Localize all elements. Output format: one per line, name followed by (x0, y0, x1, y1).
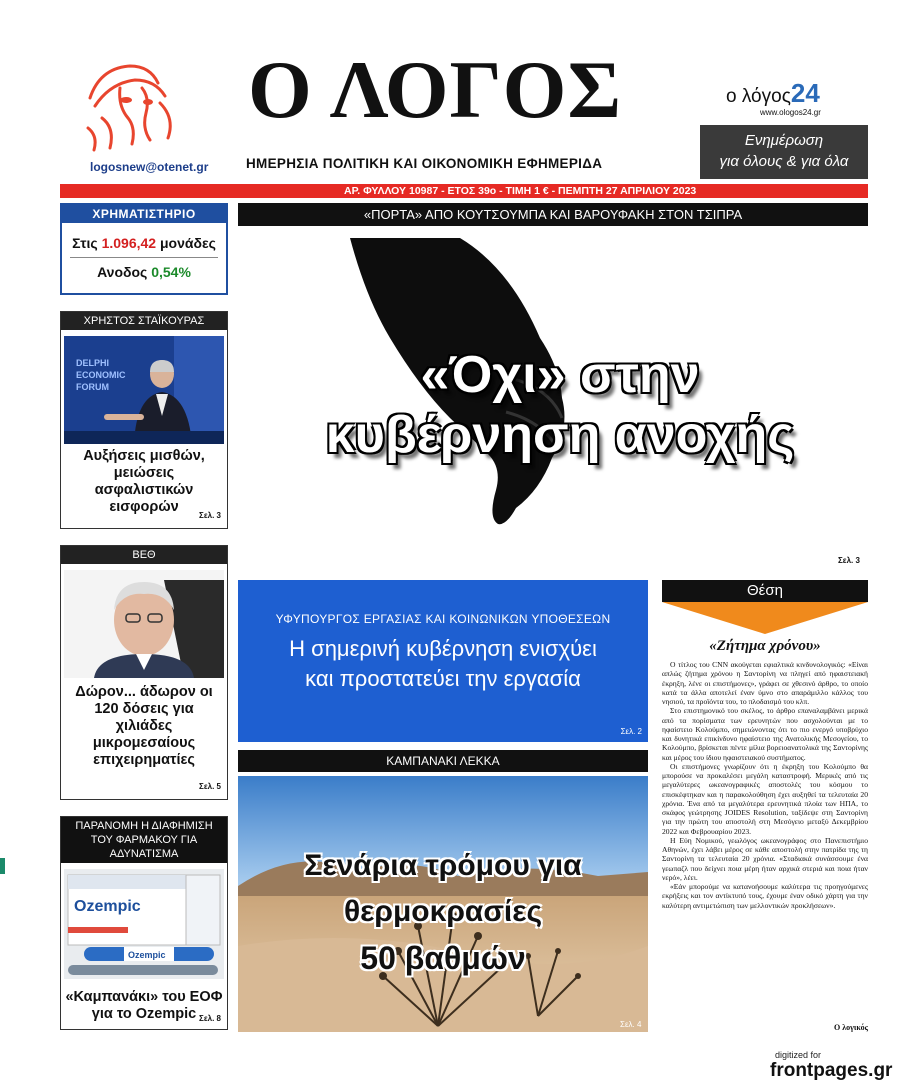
climate-headline[interactable] (238, 843, 648, 981)
ministry-kicker: ΥΦΥΠΟΥΡΓΟΣ ΕΡΓΑΣΙΑΣ ΚΑΙ ΚΟΙΝΩΝΙΚΩΝ ΥΠΟΘΕΣΕΩΝ (275, 612, 611, 626)
climate-headline-line2: 50 βαθμών (360, 940, 526, 976)
opinion-section-header: Θέση (662, 580, 868, 602)
staikouras-header: ΧΡΗΣΤΟΣ ΣΤΑΪΚΟΥΡΑΣ (61, 312, 227, 330)
stock-change-prefix: Ανοδος (97, 264, 152, 280)
opinion-author: Ο λογικός (834, 1023, 868, 1032)
ministry-headline-line1: Η σημερινή κυβέρνηση ενισχύει (289, 636, 597, 661)
main-headline[interactable] (240, 345, 880, 465)
veo-header: ΒΕΘ (61, 546, 227, 564)
main-kicker-bar: «ΠΟΡΤΑ» ΑΠΟ ΚΟΥΤΣΟΥΜΠΑ ΚΑΙ ΒΑΡΟΥΦΑΚΗ ΣΤΟΝ ΤΣΙΠΡΑ (238, 203, 868, 226)
tagline-line2: για όλους & για όλα (719, 153, 849, 170)
brand-name: ο λόγος (726, 86, 791, 107)
opinion-paragraph: Στο επιστημονικό του σκέλος, το άρθρο επαναλαμβάνει μερικά από τα πορίσματα των ερευνητών που ασχολούνται με το ηφαίστειο Κολούμπο, σημειώνοντας ότι το πιο ενεργό υποβρύχιο και δυνητικά επικίνδυνο ηφαίστειο της Ανατολικής Μεσογείου, το Κολούμπο, βρίσκεται πέντε μίλια βορειοανατολικά της Σαντορίνης και μέρος του ίδιου ηφαιστειακού συστήματος. (662, 706, 868, 762)
ozempic-box-label: Ozempic (74, 898, 141, 915)
pharma-header-line1: ΠΑΡΑΝΟΜΗ Η ΔΙΑΦΗΜΙΣΗ (75, 820, 213, 832)
newspaper-logo (80, 58, 190, 156)
digitized-label: digitized for (775, 1050, 822, 1060)
main-page-ref: Σελ. 3 (838, 556, 860, 565)
climate-kicker-bar: ΚΑΜΠΑΝΑΚΙ ΛΕΚΚΑ (238, 750, 648, 772)
veo-photo (64, 570, 224, 678)
ozempic-photo (64, 869, 224, 979)
pharma-header (61, 817, 227, 863)
stock-change-line (62, 264, 226, 280)
pharma-header-line2: ΤΟΥ ΦΑΡΜΑΚΟΥ ΓΙΑ ΑΔΥΝΑΤΙΣΜΑ (90, 834, 198, 860)
opinion-paragraph: Η Εύη Νομικού, γεωλόγος ωκεανογράφος στο Πανεπιστήμιο Αθηνών, έχει λάβει μέρος σε κάθε αποστολή στην πατρίδα της τη Σαντορίνη τα τελευταία 20 χρόνια. «Σταδιακά συνάσσουμε ένα γεωπαζλ που δείχνει ποια μέρη ήταν αρχικά στεριά και ποια ήταν νερό», λέει. (662, 835, 868, 882)
page-edge-mark (0, 858, 5, 874)
staikouras-page: Σελ. 3 (199, 511, 221, 520)
stock-index-line (70, 235, 218, 258)
ozempic-pen-label: Ozempic (128, 950, 166, 960)
brand-tagline (700, 125, 868, 179)
pharma-page: Σελ. 8 (199, 1014, 221, 1023)
ministry-headline-line2: και προστατεύει την εργασία (305, 666, 581, 691)
tagline-line1: Ενημέρωση (744, 132, 824, 149)
brand-number: 24 (790, 78, 820, 108)
opinion-paragraph: «Εάν μπορούμε να κατανοήσουμε καλύτερα τις προηγούμενες εκρήξεις και τον αντίκτυπό τους, έχουμε έναν οδικό χάρτη για την καλύτερη αντιμετώπιση των μελλοντικών προκλήσεων». (662, 882, 868, 910)
main-headline-line2: κυβέρνηση ανοχής (325, 406, 795, 464)
issue-info-bar: ΑΡ. ΦΥΛΛΟΥ 10987 - ΕΤΟΣ 39ο - ΤΙΜΗ 1 € - ΠΕΜΠΤΗ 27 ΑΠΡΙΛΙΟΥ 2023 (60, 184, 868, 198)
climate-page: Σελ. 4 (620, 1020, 642, 1029)
svg-text:DELPHI: DELPHI (76, 358, 110, 368)
pharma-headline: «Καμπανάκι» του ΕΟΦ για το Ozempic (65, 989, 223, 1022)
brand-24-logo (726, 78, 820, 109)
stock-index-prefix: Στις (72, 235, 102, 251)
stock-header: ΧΡΗΜΑΤΙΣΤΗΡΙΟ (62, 205, 226, 223)
brand-website: www.ologos24.gr (760, 108, 821, 117)
opinion-paragraph: Ο τίτλος του CNN ακούγεται εφιαλτικά κινδυνολογικός: «Είναι απλώς ζήτημα χρόνου η Σαντορίνη να πληγεί από ηφαιστειακή έκρηξη, λένε οι επιστήμονες», γράφει σε χθεσινό άρθρο, το οποίο κατά τα άλλα αποτελεί έναν ύμνο στο απαράμιλλο κάλλος του νησιού, τα προϊόντα του, το πλοδαισμό του κλπ. (662, 660, 868, 706)
veo-story[interactable] (60, 545, 228, 800)
contact-email: logosnew@otenet.gr (90, 160, 209, 174)
ministry-story[interactable] (238, 580, 648, 742)
ministry-headline (238, 634, 648, 694)
stock-change-value: 0,54% (151, 264, 191, 280)
frontpages-watermark[interactable]: frontpages.gr (770, 1060, 893, 1081)
opinion-paragraph: Οι επιστήμονες γνωρίζουν ότι η έκρηξη του Κολούμπο θα μπορούσε να προκαλέσει μεγάλη καταστροφή. Μερικές από τις μεγαλύτερες ωκεανογραφικές αποστολές του κόσμου το επισκέφτηκαν και η παρακολούθηση έχει αυξηθεί τα τελευταία 20 χρόνια. Ένα από τα μεγαλύτερα ερευνητικά πλοία των ΗΠΑ, το σκάφος γεώτρησης JOIDES Resolution, ταξίδεψε στη Σαντορίνη για την πρώτη του αποστολή στη Μεσόγειο μεταξύ Δεκεμβρίου 2022 και Φεβρουαρίου 2023. (662, 761, 868, 836)
staikouras-headline: Αυξήσεις μισθών, μειώσεις ασφαλιστικών εισφορών (83, 448, 205, 515)
staikouras-story[interactable] (60, 311, 228, 529)
climate-headline-line1: Σενάρια τρόμου για θερμοκρασίες (304, 849, 582, 928)
svg-text:FORUM: FORUM (76, 382, 109, 392)
stock-index-value: 1.096,42 (101, 235, 157, 251)
main-headline-line1: «Όχι» στην (420, 346, 700, 404)
newspaper-title: Ο ΛΟΓΟΣ (247, 44, 623, 135)
staikouras-photo (64, 336, 224, 444)
stock-market-box (60, 203, 228, 295)
veo-headline: Δώρον... άδωρον οι 120 δόσεις για χιλιάδες μικρομεσαίους επιχειρηματίες (75, 684, 213, 768)
ministry-page: Σελ. 2 (620, 727, 642, 736)
orange-triangle-decoration (662, 602, 868, 634)
stock-index-suffix: μονάδες (156, 235, 216, 251)
ozempic-story[interactable] (60, 816, 228, 1030)
opinion-text (662, 660, 868, 910)
opinion-title[interactable]: «Ζήτημα χρόνου» (709, 638, 821, 654)
svg-text:ECONOMIC: ECONOMIC (76, 370, 126, 380)
newspaper-subtitle: ΗΜΕΡΗΣΙΑ ΠΟΛΙΤΙΚΗ ΚΑΙ ΟΙΚΟΝΟΜΙΚΗ ΕΦΗΜΕΡΙΔΑ (246, 156, 603, 171)
veo-page: Σελ. 5 (199, 782, 221, 791)
